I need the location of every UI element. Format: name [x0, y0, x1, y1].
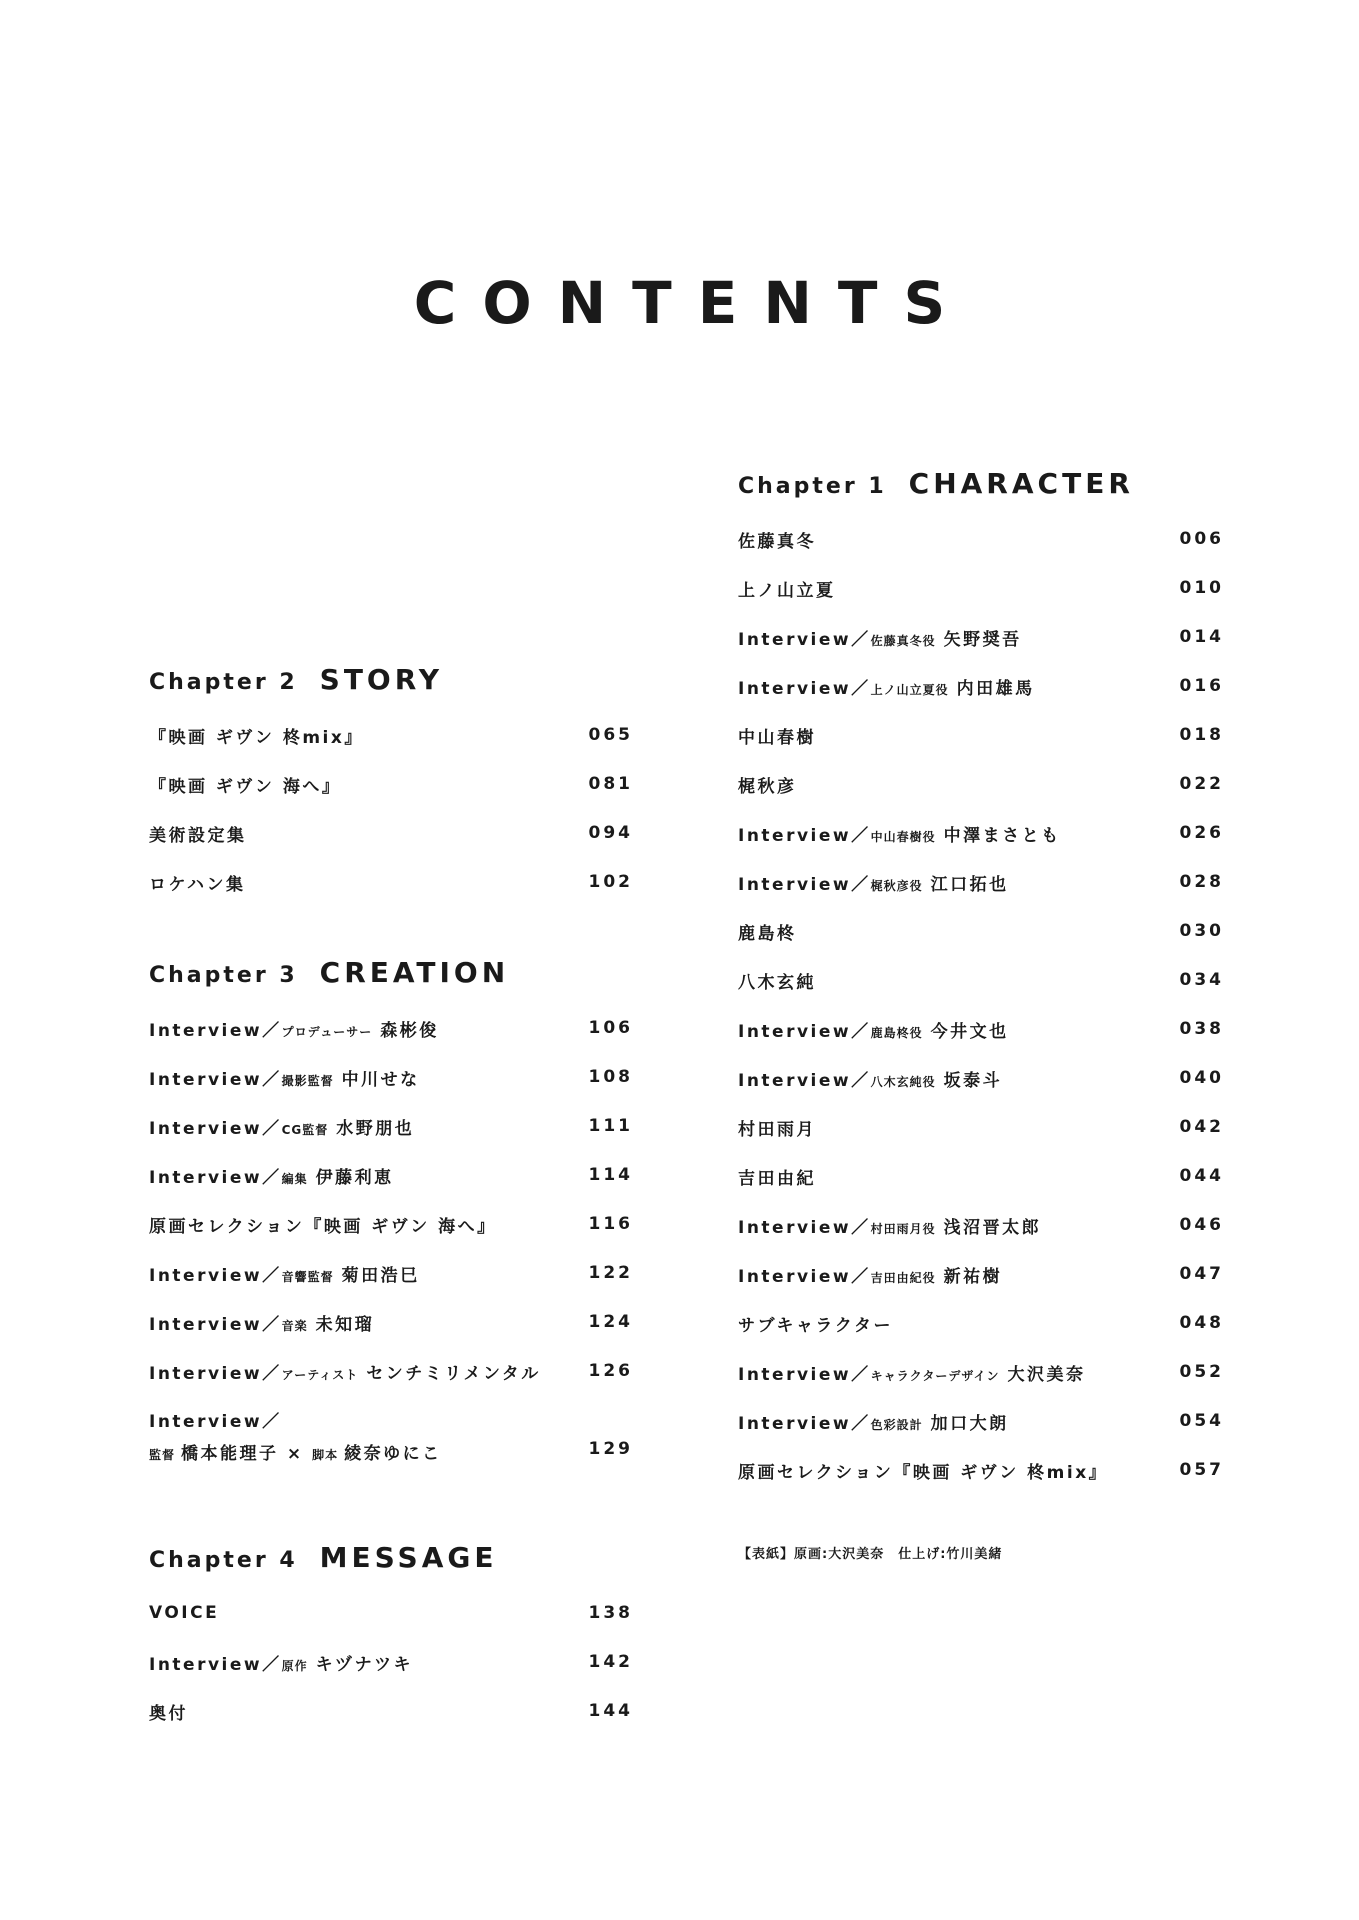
- page-number: 030: [1179, 921, 1224, 941]
- toc-entry[interactable]: [738, 524, 1224, 554]
- chapter-name: STORY: [319, 663, 444, 696]
- entry-title: 『映画 ギヴン 柊mix』: [149, 727, 364, 748]
- entry-title: 原画セレクション『映画 ギヴン 海へ』: [149, 1216, 497, 1237]
- entry-prefix: Interview／: [149, 1412, 282, 1432]
- entry-title: 伊藤利恵: [315, 1167, 394, 1188]
- entry-title: 新祐樹: [943, 1266, 1003, 1287]
- entry-prefix: Interview／: [149, 1363, 282, 1384]
- toc-entry[interactable]: [738, 1357, 1224, 1387]
- entry-title: 坂泰斗: [943, 1070, 1003, 1091]
- entry-prefix: Interview／: [738, 1217, 871, 1238]
- page-number: 054: [1179, 1411, 1224, 1431]
- entry-prefix: Interview／: [149, 1654, 282, 1675]
- chapter-name: MESSAGE: [319, 1541, 498, 1574]
- entry-title: 『映画 ギヴン 海へ』: [149, 776, 342, 797]
- page-number: 111: [588, 1116, 633, 1136]
- entry-prefix: Interview／: [149, 1020, 282, 1041]
- entry-role: 中山春樹役: [870, 829, 936, 844]
- entry-role: 音楽: [281, 1318, 308, 1333]
- entry-title: 中澤まさとも: [943, 825, 1061, 846]
- entry-prefix: Interview／: [738, 1266, 871, 1287]
- entry-title: 梶秋彦: [738, 776, 797, 797]
- page-number: 046: [1179, 1215, 1224, 1235]
- page-number: 010: [1179, 578, 1224, 598]
- entry-title: 橋本能理子 ×: [181, 1444, 304, 1464]
- entry-title: 今井文也: [930, 1021, 1009, 1042]
- toc-entry[interactable]: [149, 1160, 633, 1190]
- toc-entry[interactable]: [738, 1210, 1224, 1240]
- toc-entry[interactable]: [738, 769, 1224, 799]
- entry-role: 上ノ山立夏役: [870, 682, 949, 697]
- toc-entry[interactable]: [738, 1308, 1224, 1338]
- entry-prefix: Interview／: [149, 1314, 282, 1335]
- page-number: 108: [588, 1067, 633, 1087]
- page-number: 022: [1179, 774, 1224, 794]
- page-number: 038: [1179, 1019, 1224, 1039]
- toc-entry[interactable]: [738, 1259, 1224, 1289]
- toc-entry[interactable]: [738, 622, 1224, 652]
- toc-entry[interactable]: [738, 1406, 1224, 1436]
- toc-entry[interactable]: [738, 1063, 1224, 1093]
- page-number: 052: [1179, 1362, 1224, 1382]
- toc-entry[interactable]: [738, 720, 1224, 750]
- entry-role: 吉田由紀役: [870, 1270, 936, 1285]
- entry-title: 大沢美奈: [1007, 1364, 1086, 1385]
- page-number: 065: [588, 725, 633, 745]
- entry-title: 中川せな: [341, 1069, 420, 1090]
- chapter-number: Chapter 3: [149, 963, 298, 988]
- entry-role: 監督: [149, 1448, 176, 1462]
- toc-entry[interactable]: [738, 1112, 1224, 1142]
- entry-prefix: Interview／: [738, 1070, 871, 1091]
- page-number: 094: [588, 823, 633, 843]
- entry-role: キャラクターデザイン: [870, 1368, 1000, 1383]
- toc-entry[interactable]: [149, 1013, 633, 1043]
- entry-title: 美術設定集: [149, 825, 247, 846]
- chapter-heading: [149, 1541, 633, 1581]
- entry-role: 佐藤真冬役: [870, 633, 936, 648]
- toc-entry[interactable]: [149, 1407, 633, 1469]
- entry-prefix: Interview／: [149, 1265, 282, 1286]
- chapter-name: CHARACTER: [908, 467, 1134, 500]
- toc-entry[interactable]: [149, 1209, 633, 1239]
- entry-title: ロケハン集: [149, 874, 246, 895]
- toc-entry[interactable]: [149, 867, 633, 897]
- entry-role: 鹿島柊役: [870, 1025, 923, 1040]
- entry-role: 八木玄純役: [870, 1074, 936, 1089]
- page-number: 006: [1179, 529, 1224, 549]
- toc-entry[interactable]: [738, 671, 1224, 701]
- entry-title: 原画セレクション『映画 ギヴン 柊mix』: [738, 1462, 1109, 1483]
- entry-role: CG監督: [281, 1122, 329, 1137]
- toc-entry[interactable]: [149, 1356, 633, 1386]
- page-number: 028: [1179, 872, 1224, 892]
- entry-title: 中山春樹: [738, 727, 816, 748]
- entry-role: 梶秋彦役: [870, 878, 923, 893]
- page-number: 126: [588, 1361, 633, 1381]
- chapter-heading: [149, 956, 633, 996]
- toc-entry[interactable]: [149, 1307, 633, 1337]
- page-title: CONTENTS: [413, 269, 972, 337]
- toc-entry[interactable]: [738, 916, 1224, 946]
- page-number: 026: [1179, 823, 1224, 843]
- page-number: 048: [1179, 1313, 1224, 1333]
- page-number: 014: [1179, 627, 1224, 647]
- toc-entry[interactable]: [149, 1111, 633, 1141]
- toc-entry[interactable]: [149, 1696, 633, 1726]
- chapter-heading: [738, 467, 1224, 507]
- toc-entry[interactable]: [738, 573, 1224, 603]
- entry-role: 編集: [281, 1171, 308, 1186]
- page-number: 129: [588, 1439, 633, 1459]
- page-number: 144: [588, 1701, 633, 1721]
- chapter-number: Chapter 4: [149, 1548, 298, 1573]
- toc-entry[interactable]: [149, 1647, 633, 1677]
- entry-title: 矢野奨吾: [943, 629, 1022, 650]
- entry-title: サブキャラクター: [738, 1315, 893, 1336]
- toc-entry[interactable]: [149, 818, 633, 848]
- page-number: 114: [588, 1165, 633, 1185]
- entry-title: 上ノ山立夏: [738, 580, 836, 601]
- entry-title: 吉田由紀: [738, 1168, 816, 1189]
- page-number: 138: [588, 1603, 633, 1623]
- entry-title: センチミリメンタル: [366, 1363, 541, 1384]
- toc-entry[interactable]: [149, 769, 633, 799]
- entry-prefix: Interview／: [738, 1021, 871, 1042]
- entry-title: 佐藤真冬: [738, 531, 816, 552]
- page-number: 042: [1179, 1117, 1224, 1137]
- entry-title: 菊田浩巳: [341, 1265, 420, 1286]
- entry-title: 内田雄馬: [956, 678, 1035, 699]
- cover-credit: 【表紙】原画:大沢美奈 仕上げ:竹川美緒: [738, 1547, 1003, 1562]
- entry-title: 加口大朗: [930, 1413, 1009, 1434]
- page-number: 116: [588, 1214, 633, 1234]
- page-number: 081: [588, 774, 633, 794]
- entry-prefix: Interview／: [149, 1167, 282, 1188]
- entry-prefix: Interview／: [738, 1364, 871, 1385]
- entry-role: 色彩設計: [870, 1417, 923, 1432]
- entry-prefix: Interview／: [149, 1118, 282, 1139]
- page-number: 047: [1179, 1264, 1224, 1284]
- entry-title: キヅナツキ: [315, 1654, 413, 1675]
- toc-entry[interactable]: [149, 1062, 633, 1092]
- entry-title: 森彬俊: [380, 1020, 439, 1041]
- entry-prefix: Interview／: [738, 629, 871, 650]
- chapter-number: Chapter 2: [149, 670, 298, 695]
- toc-entry[interactable]: [738, 818, 1224, 848]
- toc-entry[interactable]: [738, 867, 1224, 897]
- toc-entry[interactable]: [149, 1598, 633, 1628]
- page-number: 040: [1179, 1068, 1224, 1088]
- entry-prefix: Interview／: [149, 1069, 282, 1090]
- entry-title: 鹿島柊: [738, 923, 797, 944]
- entry-title: 村田雨月: [738, 1119, 816, 1140]
- entry-title: 奥付: [149, 1703, 188, 1724]
- page-number: 106: [588, 1018, 633, 1038]
- toc-entry[interactable]: [738, 965, 1224, 995]
- entry-role: 村田雨月役: [870, 1221, 936, 1236]
- entry-prefix: Interview／: [738, 825, 871, 846]
- page-number: 016: [1179, 676, 1224, 696]
- page-number: 018: [1179, 725, 1224, 745]
- toc-entry[interactable]: [738, 1161, 1224, 1191]
- toc-entry[interactable]: [149, 1258, 633, 1288]
- page-number: 044: [1179, 1166, 1224, 1186]
- entry-title: 八木玄純: [738, 972, 816, 993]
- toc-entry[interactable]: [738, 1455, 1224, 1485]
- entry-title: 未知瑠: [315, 1314, 375, 1335]
- chapter-number: Chapter 1: [738, 474, 887, 499]
- entry-role: アーティスト: [281, 1367, 359, 1382]
- page-number: 057: [1179, 1460, 1224, 1480]
- entry-role: 脚本: [312, 1448, 339, 1462]
- left-column: [149, 0, 633, 1920]
- chapter-name: CREATION: [319, 956, 510, 989]
- right-column: [738, 0, 1224, 1920]
- entry-prefix: Interview／: [738, 1413, 871, 1434]
- entry-title: 綾奈ゆにこ: [344, 1444, 442, 1464]
- page-number: 034: [1179, 970, 1224, 990]
- page-number: 124: [588, 1312, 633, 1332]
- entry-title: VOICE: [149, 1603, 220, 1623]
- toc-entry[interactable]: [738, 1014, 1224, 1044]
- entry-role: プロデューサー: [281, 1024, 373, 1039]
- page-number: 122: [588, 1263, 633, 1283]
- entry-title: 水野朋也: [336, 1118, 415, 1139]
- entry-role: 原作: [281, 1658, 308, 1673]
- page-number: 142: [588, 1652, 633, 1672]
- toc-entry[interactable]: [149, 720, 633, 750]
- page-number: 102: [588, 872, 633, 892]
- chapter-heading: [149, 663, 633, 703]
- entry-title: 浅沼晋太郎: [943, 1217, 1042, 1238]
- entry-title: 江口拓也: [930, 874, 1009, 895]
- entry-role: 音響監督: [281, 1269, 334, 1284]
- entry-prefix: Interview／: [738, 678, 871, 699]
- entry-role: 撮影監督: [281, 1073, 334, 1088]
- entry-prefix: Interview／: [738, 874, 871, 895]
